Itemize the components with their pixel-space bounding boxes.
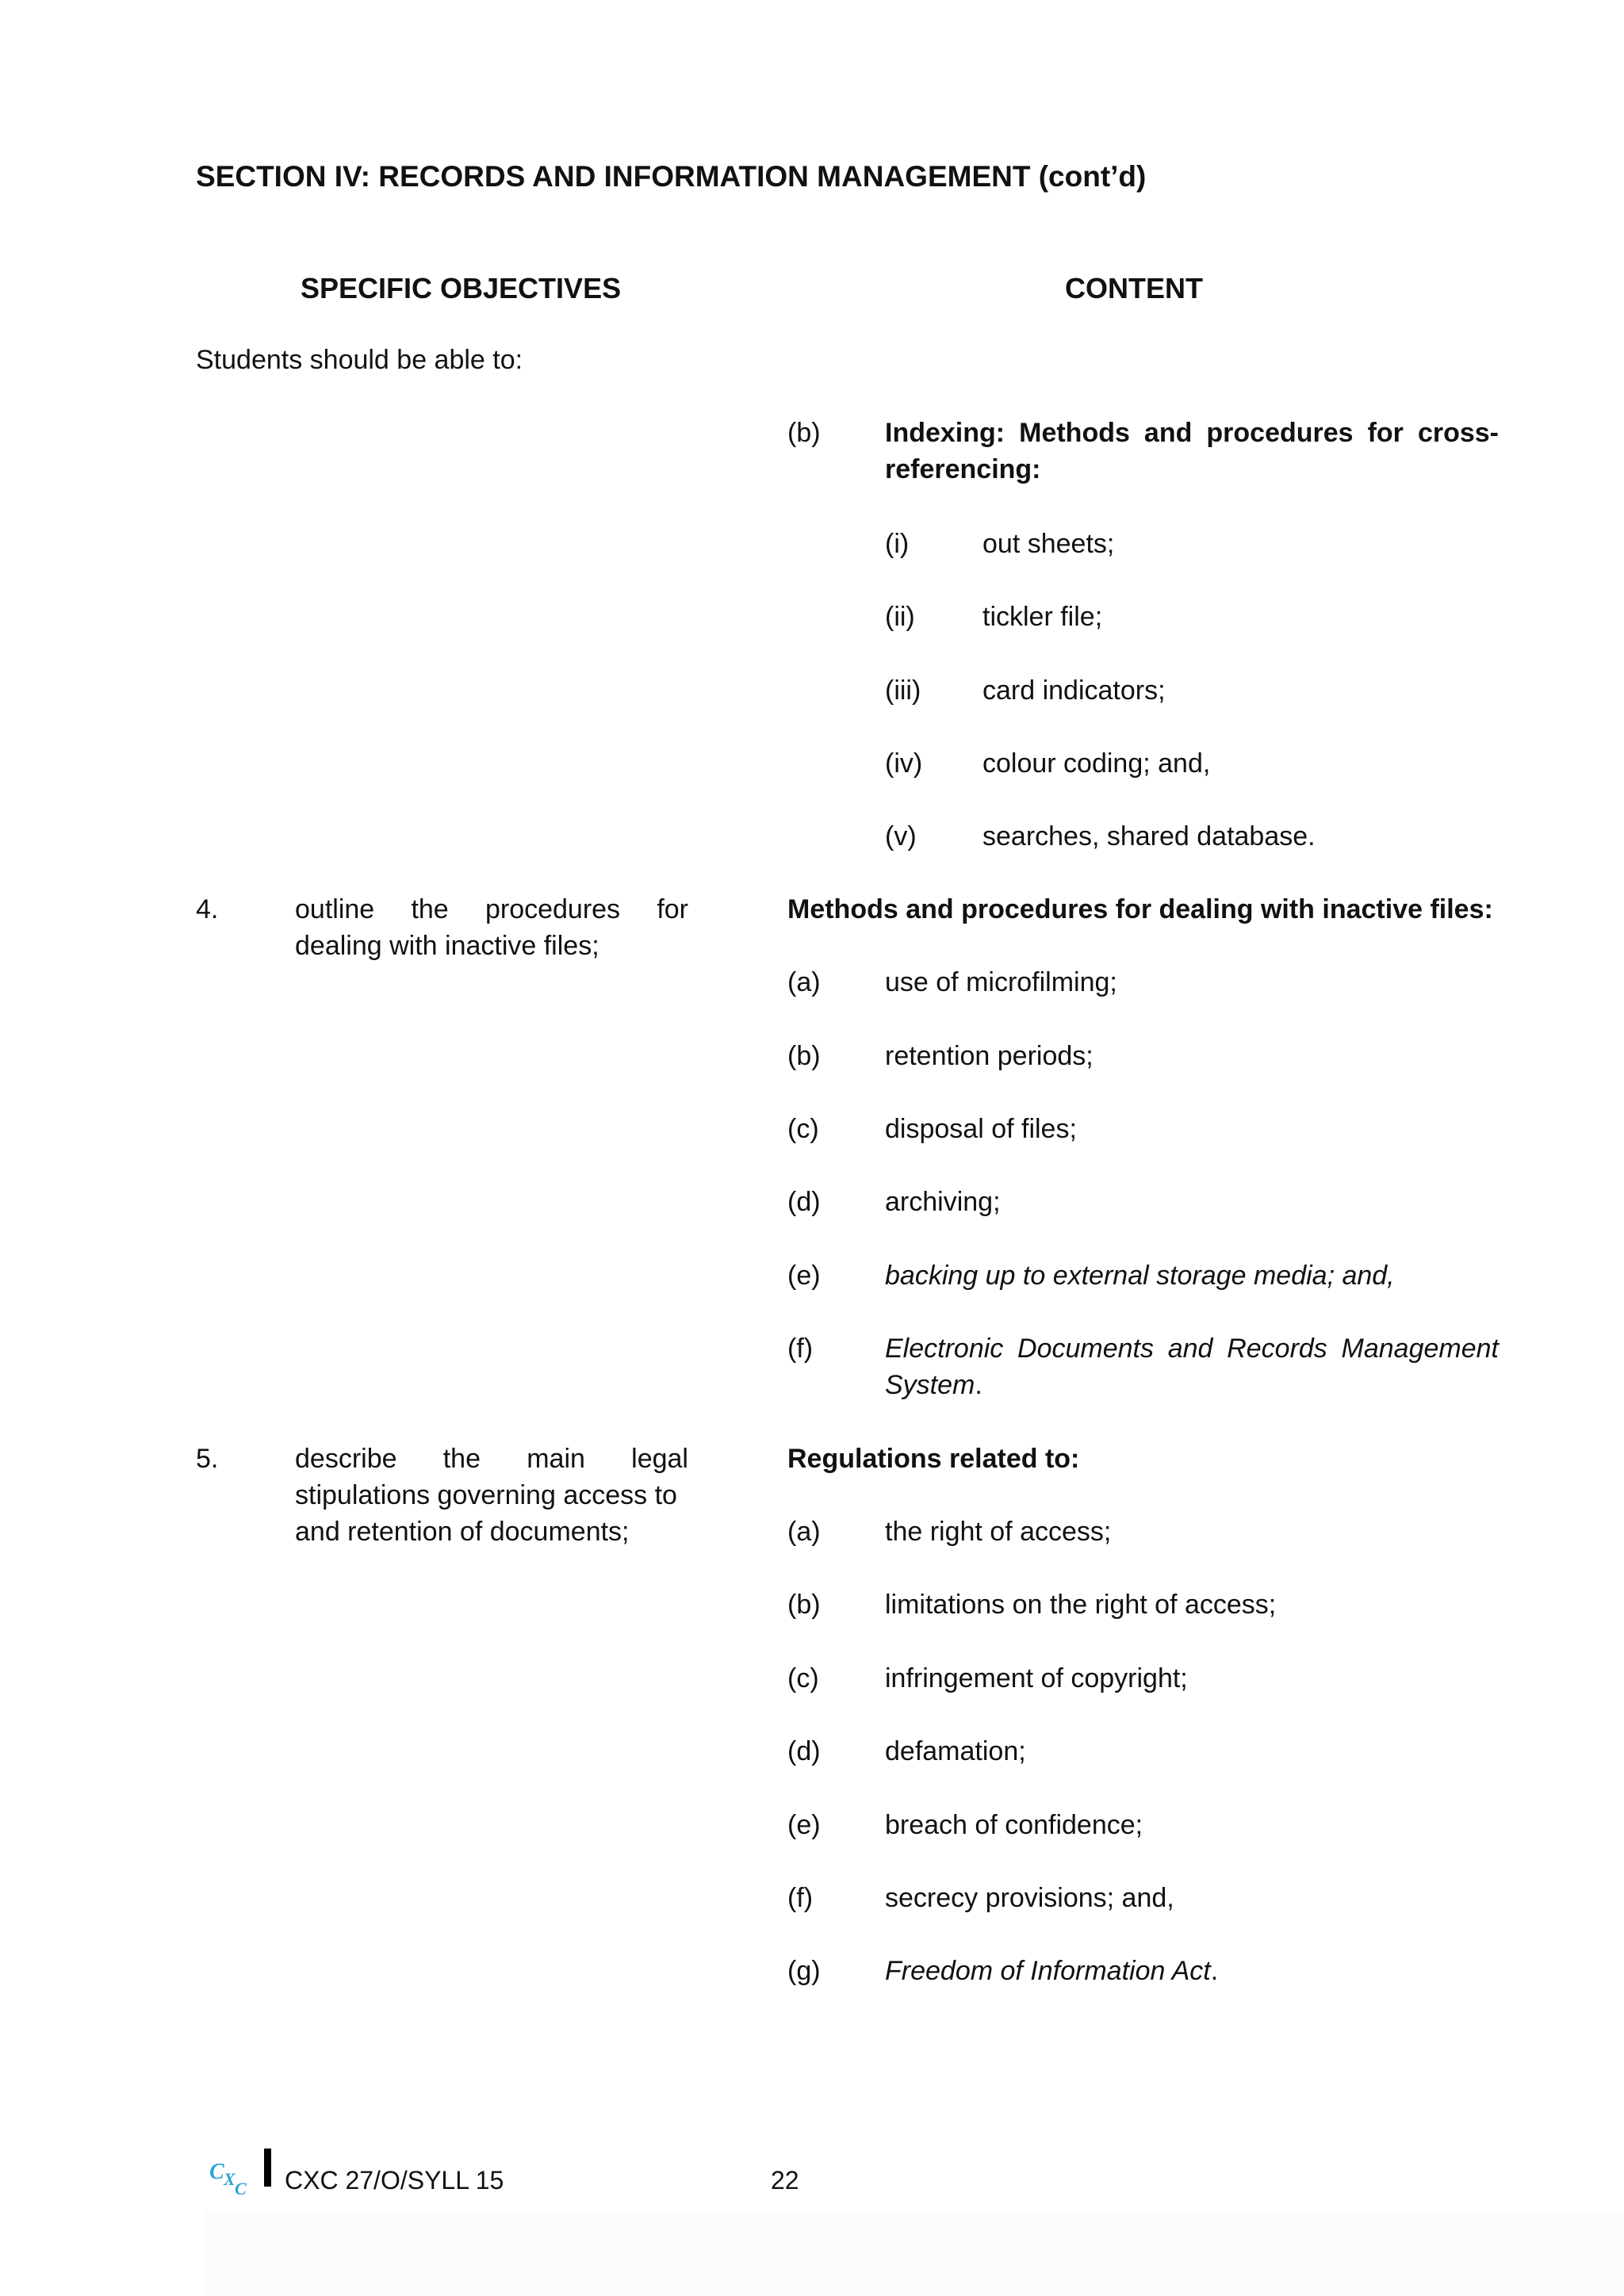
sub-item-text: card indicators; [982, 675, 1166, 706]
footer-code: CXC 27/O/SYLL 15 [285, 2166, 504, 2195]
objective-text-cont: and retention of documents; [295, 1517, 630, 1547]
sub-item-number: (iii) [885, 675, 921, 706]
indexing-heading-cont: referencing: [885, 454, 1041, 484]
item-label: (b) [787, 418, 821, 448]
column-heading-objectives: SPECIFIC OBJECTIVES [301, 272, 622, 304]
content-heading: Methods and procedures for dealing with inactive files: [787, 894, 1493, 924]
list-item-number: (d) [787, 1187, 821, 1217]
cxc-logo-icon [208, 2155, 257, 2198]
list-item-text: archiving; [885, 1187, 1001, 1217]
page-number: 22 [771, 2166, 799, 2195]
list-item-number: (c) [787, 1114, 819, 1144]
list-item-text: secrecy provisions; and, [885, 1883, 1174, 1913]
list-item-number: (a) [787, 967, 821, 997]
logo-letter: C [209, 2160, 224, 2184]
list-item-number: (f) [787, 1883, 814, 1913]
indexing-heading: Indexing: Methods and procedures for cross- [885, 418, 1499, 448]
list-item-number: (a) [787, 1517, 821, 1547]
sub-item-number: (iv) [885, 748, 923, 779]
objective-number: 5. [196, 1444, 219, 1474]
list-item-suffix: . [975, 1370, 982, 1400]
list-item-text: disposal of files; [885, 1114, 1077, 1144]
list-item-text-italic: System [885, 1370, 975, 1400]
list-item-text: the right of access; [885, 1517, 1112, 1547]
list-item-text: limitations on the right of access; [885, 1590, 1277, 1620]
list-item-text-cont [885, 1367, 982, 1403]
list-item-number: (f) [787, 1334, 814, 1364]
list-item-number: (d) [787, 1736, 821, 1766]
sub-item-text: colour coding; and, [982, 748, 1211, 779]
content-heading: Regulations related to: [787, 1444, 1080, 1474]
list-item-suffix: . [1210, 1956, 1219, 1986]
footer-band [205, 2212, 1624, 2296]
objective-text: describe the main legal [295, 1444, 688, 1474]
list-item-text: infringement of copyright; [885, 1663, 1188, 1693]
sub-item-number: (v) [885, 821, 917, 851]
list-item-text: defamation; [885, 1736, 1026, 1766]
section-title: SECTION IV: RECORDS AND INFORMATION MANAGEMENT (cont’d) [196, 160, 1147, 193]
sub-item-number: (ii) [885, 602, 915, 632]
sub-item-text: out sheets; [982, 529, 1115, 559]
list-item-number: (e) [787, 1261, 821, 1291]
sub-item-text: searches, shared database. [982, 821, 1316, 851]
list-item-number: (e) [787, 1810, 821, 1840]
logo-letter: C [235, 2179, 247, 2198]
list-item-text: retention periods; [885, 1041, 1094, 1071]
list-item-text [885, 1953, 1218, 1989]
list-item-number: (b) [787, 1041, 821, 1071]
sub-item-number: (i) [885, 529, 910, 559]
list-item-text: use of microfilming; [885, 967, 1117, 997]
list-item-text: backing up to external storage media; and, [885, 1261, 1395, 1291]
objective-text: outline the procedures for [295, 894, 688, 924]
column-heading-content: CONTENT [1065, 272, 1203, 304]
list-item-text: Electronic Documents and Records Management [885, 1334, 1499, 1364]
objective-text-cont: stipulations governing access to [295, 1480, 677, 1510]
sub-item-text: tickler file; [982, 602, 1103, 632]
list-item-number: (g) [787, 1956, 821, 1986]
list-item-number: (c) [787, 1663, 819, 1693]
objective-text-cont: dealing with inactive files; [295, 931, 599, 961]
list-item-text-italic: Freedom of Information Act [885, 1956, 1211, 1986]
objective-number: 4. [196, 894, 219, 924]
list-item-text: breach of confidence; [885, 1810, 1143, 1840]
intro-text: Students should be able to: [196, 345, 523, 375]
footer-divider-bar [264, 2149, 271, 2187]
list-item-number: (b) [787, 1590, 821, 1620]
logo-letter: X [224, 2169, 236, 2189]
